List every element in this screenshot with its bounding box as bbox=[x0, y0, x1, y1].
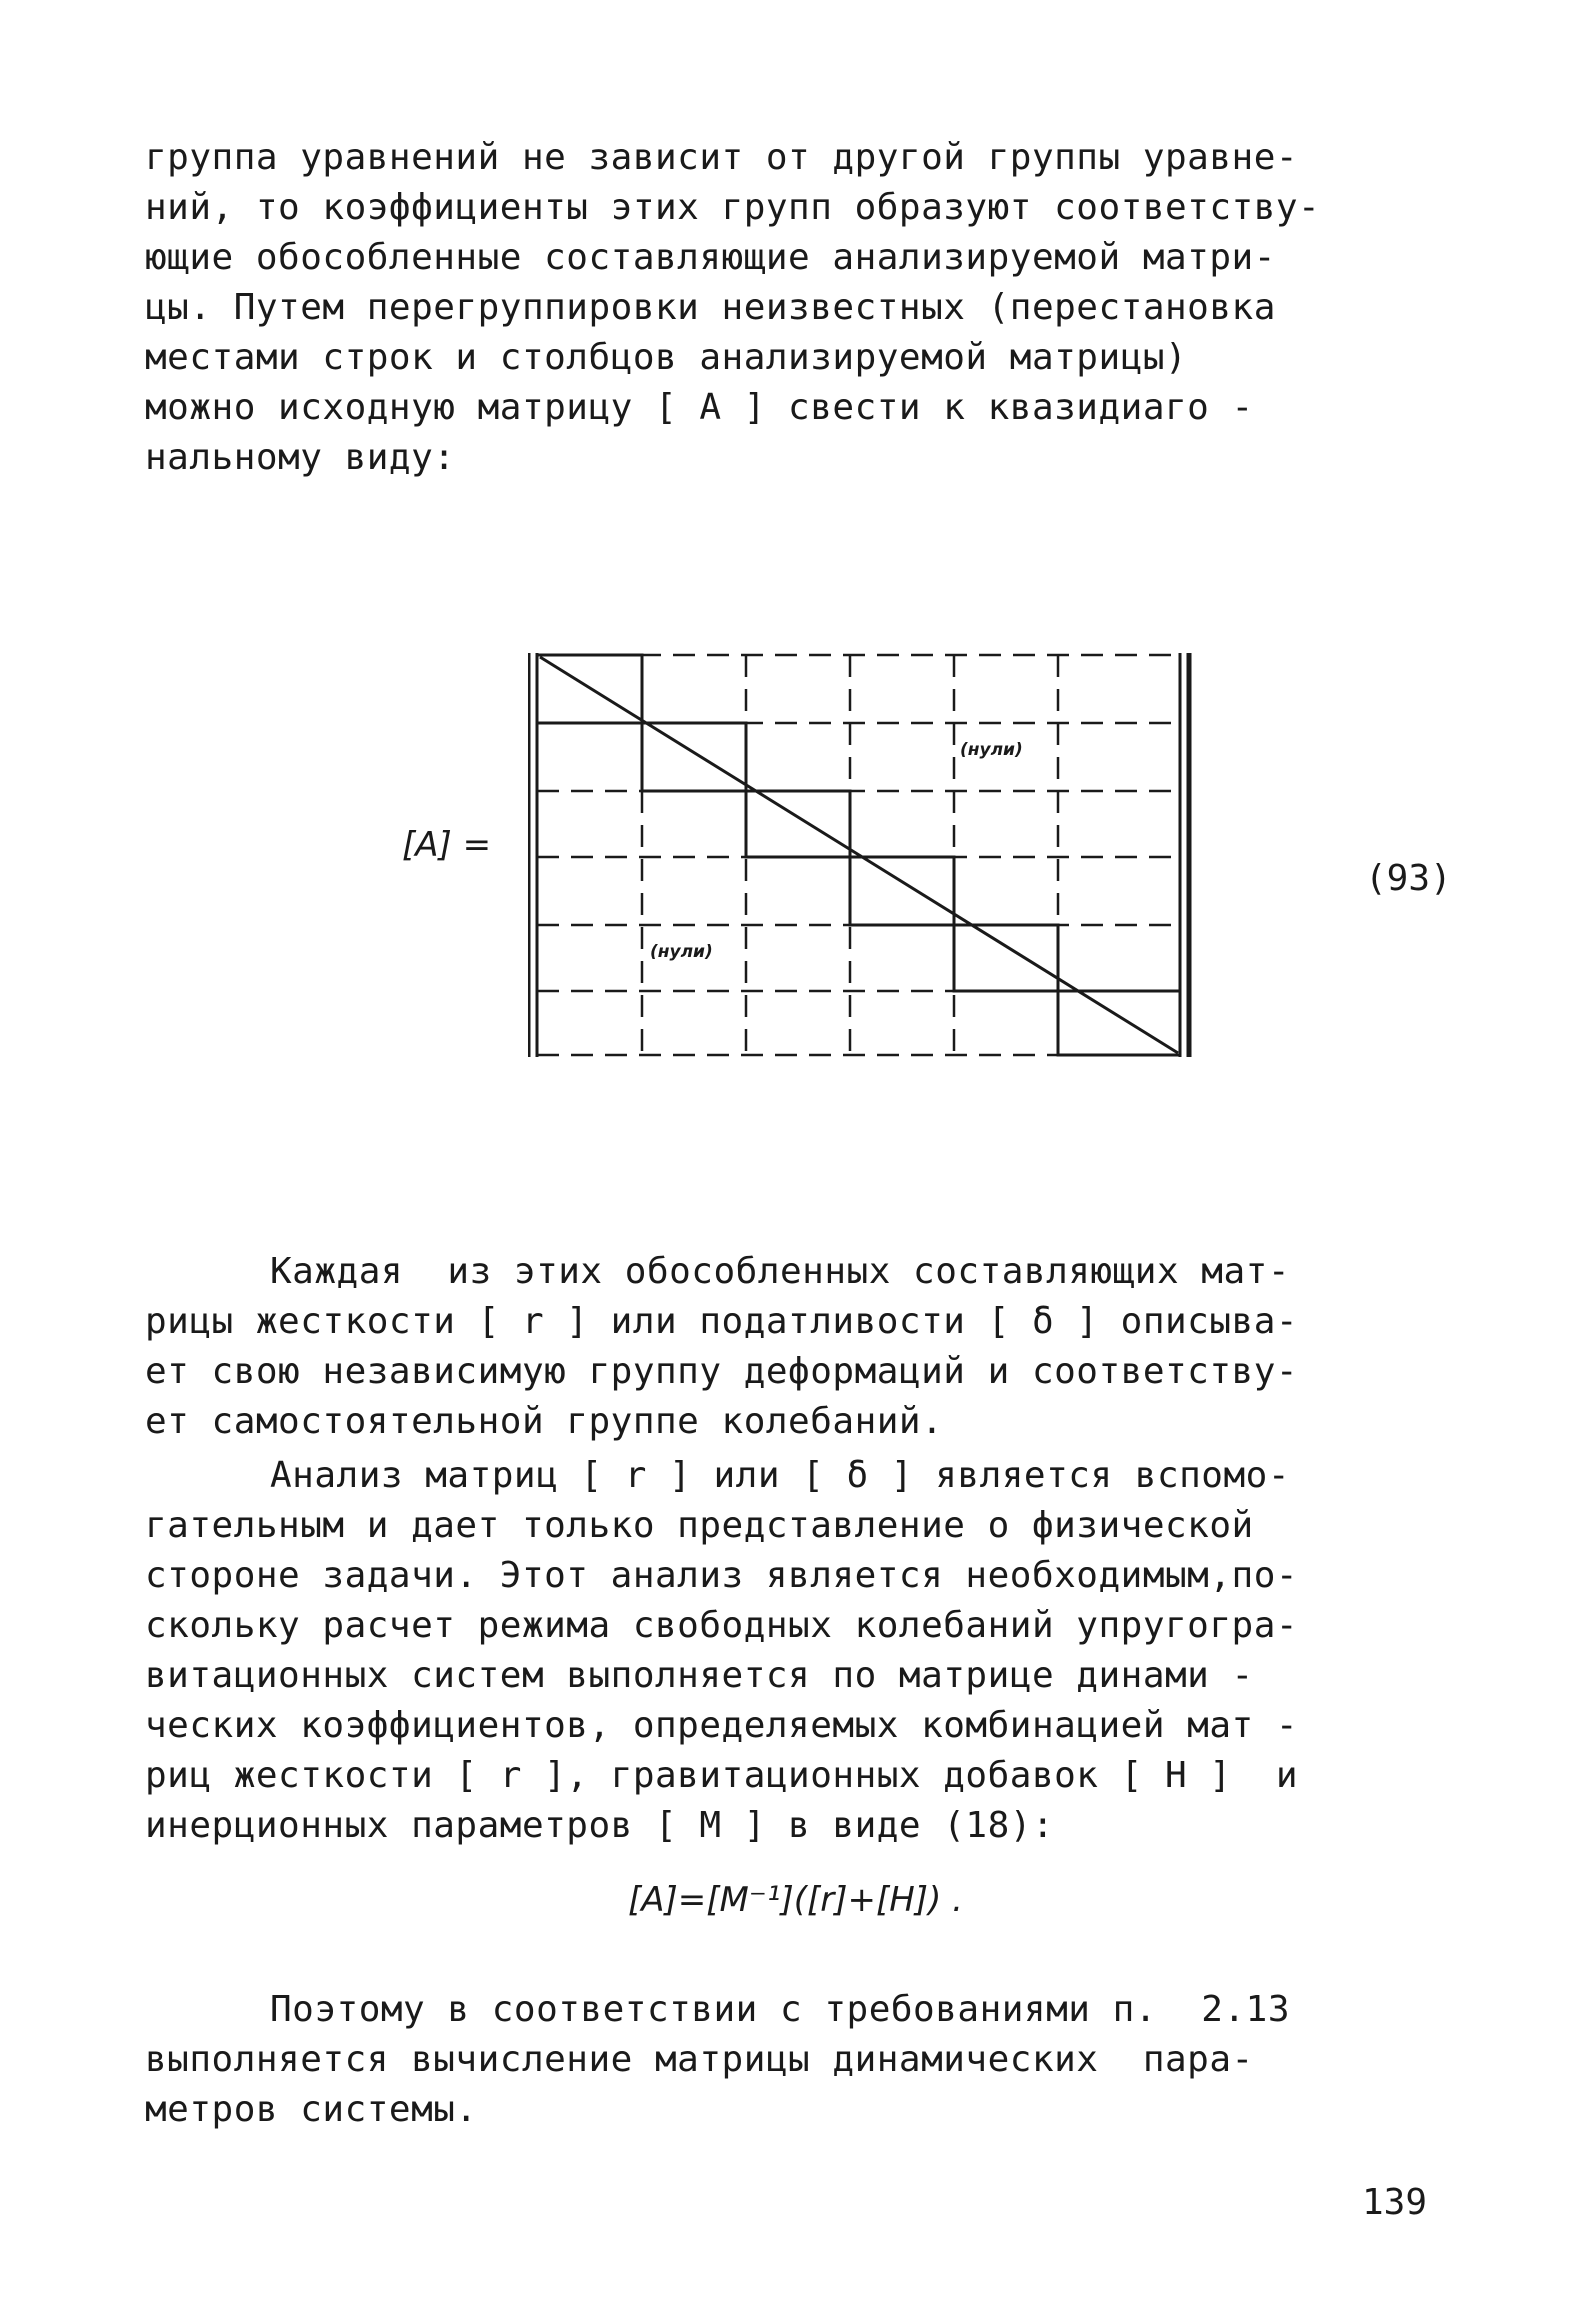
text-line: Поэтому в соответствии с требованиями п. 2.13 bbox=[270, 1989, 1290, 2030]
text-line: ет самостоятельной группе колебаний. bbox=[145, 1401, 944, 1442]
text-line: метров системы. bbox=[145, 2089, 478, 2130]
text-line: стороне задачи. Этот анализ является необходимым,по- bbox=[145, 1555, 1299, 1596]
quasi-diagonal-matrix-diagram bbox=[528, 645, 1196, 1065]
text-line: местами строк и столбцов анализируемой матрицы) bbox=[145, 337, 1188, 378]
page-number: 139 bbox=[1362, 2182, 1428, 2223]
text-line: инерционных параметров [ M ] в виде (18): bbox=[145, 1805, 1055, 1846]
text-line: ет свою независимую группу деформаций и соответству- bbox=[145, 1351, 1299, 1392]
text-line: цы. Путем перегруппировки неизвестных (перестановка bbox=[145, 287, 1276, 328]
paragraph-2 bbox=[145, 1247, 1485, 1447]
text-line: Каждая из этих обособленных составляющих мат- bbox=[270, 1251, 1290, 1292]
paragraph-3 bbox=[145, 1451, 1485, 1851]
text-line: риц жесткости [ r ], гравитационных добавок [ H ] и bbox=[145, 1755, 1299, 1796]
equation-number: (93) bbox=[1365, 858, 1452, 899]
text-line: группа уравнений не зависит от другой группы уравне- bbox=[145, 137, 1299, 178]
text-line: ческих коэффициентов, определяемых комбинацией мат - bbox=[145, 1705, 1299, 1746]
text-line: можно исходную матрицу [ A ] свести к квазидиаго - bbox=[145, 387, 1254, 428]
text-line: выполняется вычисление матрицы динамических пара- bbox=[145, 2039, 1254, 2080]
paragraph-4 bbox=[145, 1985, 1485, 2135]
matrix-label: [A] = bbox=[402, 825, 492, 865]
text-line: скольку расчет режима свободных колебаний упругогра- bbox=[145, 1605, 1299, 1646]
zero-label-lower: (нули) bbox=[650, 942, 713, 962]
zero-label-upper: (нули) bbox=[960, 740, 1023, 760]
text-line: ющие обособленные составляющие анализируемой матри- bbox=[145, 237, 1276, 278]
main-diagonal bbox=[540, 657, 1178, 1053]
text-line: ний, то коэффициенты этих групп образуют соответству- bbox=[145, 187, 1321, 228]
dynamic-matrix-formula: [A]=[M⁻¹]([r]+[H]) . bbox=[628, 1880, 963, 1920]
text-line: витационных систем выполняется по матрице динами - bbox=[145, 1655, 1254, 1696]
text-line: Анализ матриц [ r ] или [ δ ] является вспомо- bbox=[270, 1455, 1290, 1496]
text-line: гательным и дает только представление о физической bbox=[145, 1505, 1254, 1546]
text-line: рицы жесткости [ r ] или податливости [ δ ] описыва- bbox=[145, 1301, 1299, 1342]
text-line: нальному виду: bbox=[145, 437, 456, 478]
paragraph-1 bbox=[145, 133, 1485, 483]
